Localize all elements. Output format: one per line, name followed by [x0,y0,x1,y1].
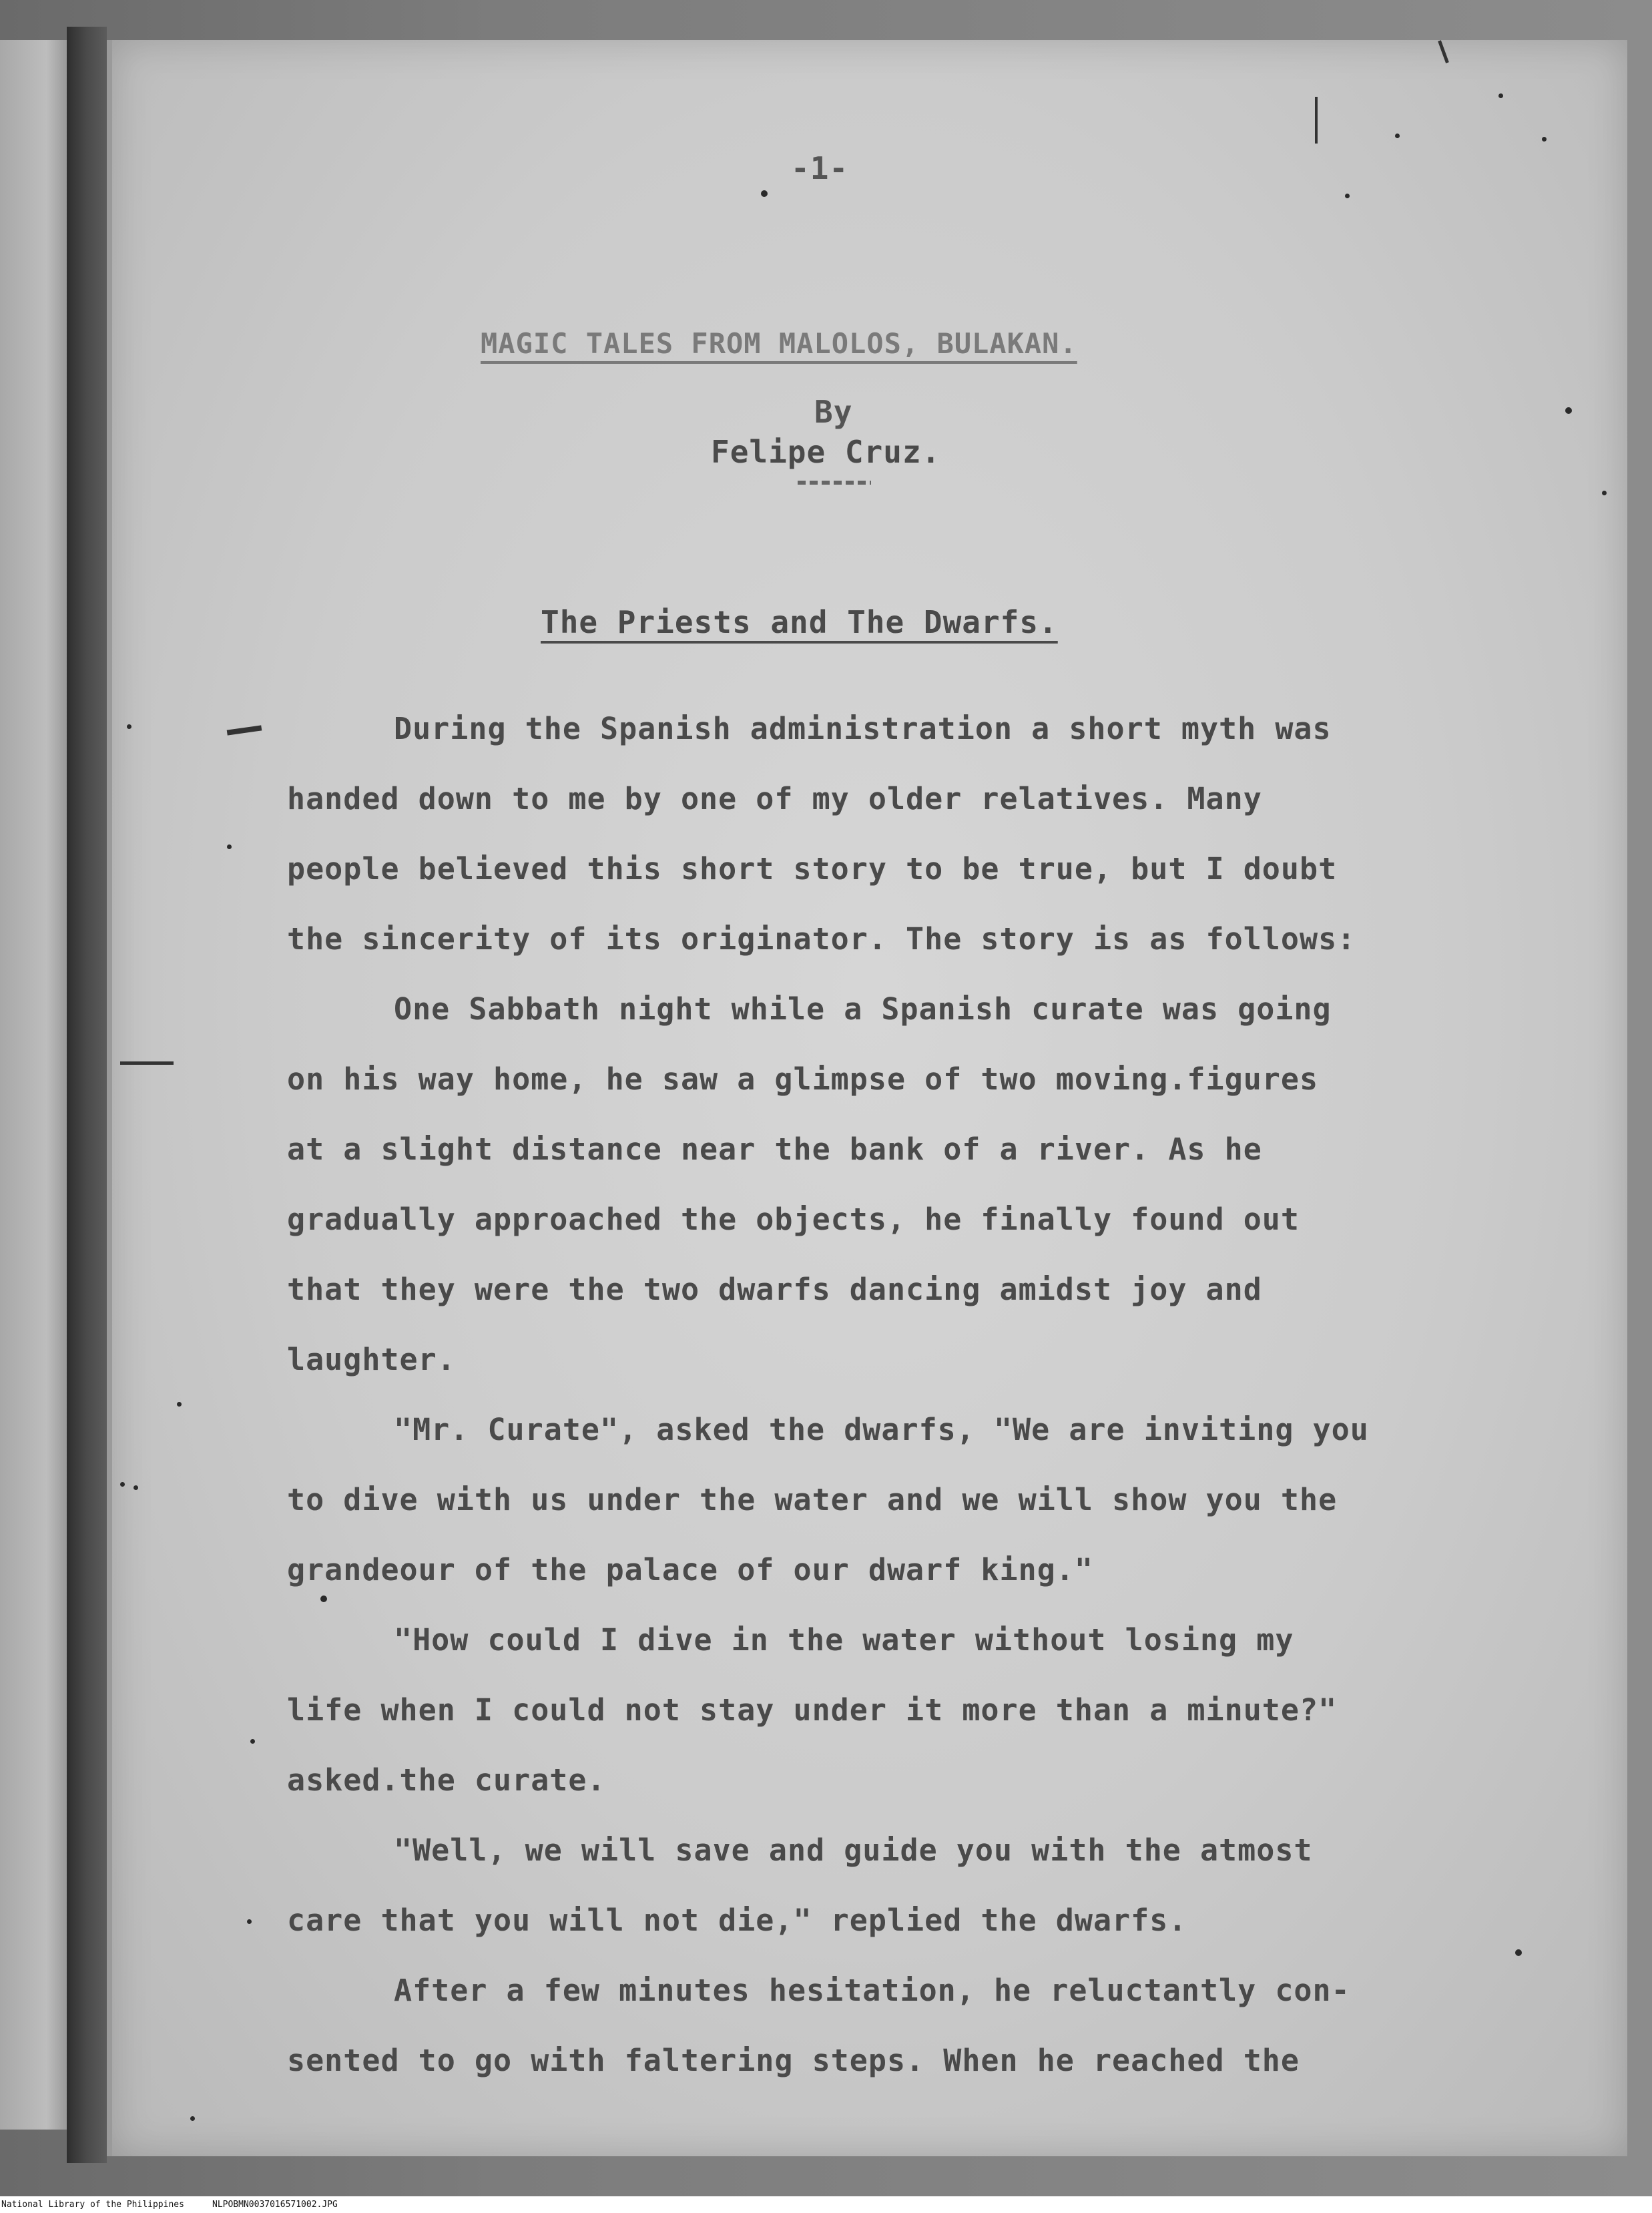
dust-speck [177,1402,182,1407]
author-name: Felipe Cruz. [711,434,941,470]
title-separator [798,481,871,485]
facing-page-edge [0,40,67,2130]
text-line: gradually approached the objects, he finally found out [287,1202,1300,1237]
byline: By [814,394,853,430]
text-line: One Sabbath night while a Spanish curate was going [394,991,1332,1027]
text-line: "How could I dive in the water without losing my [394,1622,1294,1658]
dust-speck [190,2116,195,2121]
dust-speck [1515,1949,1522,1956]
text-line: people believed this short story to be true, but I doubt [287,851,1338,887]
dust-speck [1345,194,1350,198]
scratch-mark [1315,97,1318,144]
dust-speck [1395,134,1400,138]
dust-speck [227,844,232,849]
footer-bar [0,2196,1652,2213]
text-line: grandeour of the palace of our dwarf king." [287,1552,1093,1587]
dust-speck [1542,137,1547,142]
text-line: During the Spanish administration a short myth was [394,711,1332,746]
text-line: After a few minutes hesitation, he reluctantly con- [394,1973,1350,2008]
section-title: The Priests and The Dwarfs. [541,604,1058,640]
footer-filename: NLPOBMN0037016571002.JPG [212,2200,338,2210]
text-line: "Well, we will save and guide you with the atmost [394,1832,1313,1868]
text-line: at a slight distance near the bank of a river. As he [287,1132,1262,1167]
text-line: the sincerity of its originator. The story is as follows: [287,921,1356,957]
dust-speck [320,1595,327,1602]
dust-speck [761,190,768,197]
text-line: that they were the two dwarfs dancing amidst joy and [287,1272,1262,1307]
text-line: to dive with us under the water and we will show you the [287,1482,1338,1517]
text-line: "Mr. Curate", asked the dwarfs, "We are inviting you [394,1412,1369,1447]
text-line: on his way home, he saw a glimpse of two moving.figures [287,1061,1319,1097]
footer-source: National Library of the Philippines [1,2200,184,2210]
page-number: -1- [791,150,849,186]
dust-speck [1565,407,1572,414]
dust-speck [250,1739,255,1744]
dust-speck [247,1919,252,1924]
text-line: asked.the curate. [287,1762,606,1798]
document-title: MAGIC TALES FROM MALOLOS, BULAKAN. [481,327,1077,360]
dust-speck [1498,93,1503,98]
text-line: laughter. [287,1342,456,1377]
text-line: life when I could not stay under it more than a minute?" [287,1692,1338,1728]
ink-mark [120,1061,174,1065]
text-line: handed down to me by one of my older relatives. Many [287,781,1262,816]
text-line: sented to go with faltering steps. When he reached the [287,2043,1300,2078]
dust-speck [120,1482,125,1487]
dust-speck [133,1485,138,1490]
text-line: care that you will not die," replied the dwarfs. [287,1903,1187,1938]
book-gutter [67,27,107,2163]
dust-speck [1602,491,1607,495]
dust-speck [127,724,131,729]
